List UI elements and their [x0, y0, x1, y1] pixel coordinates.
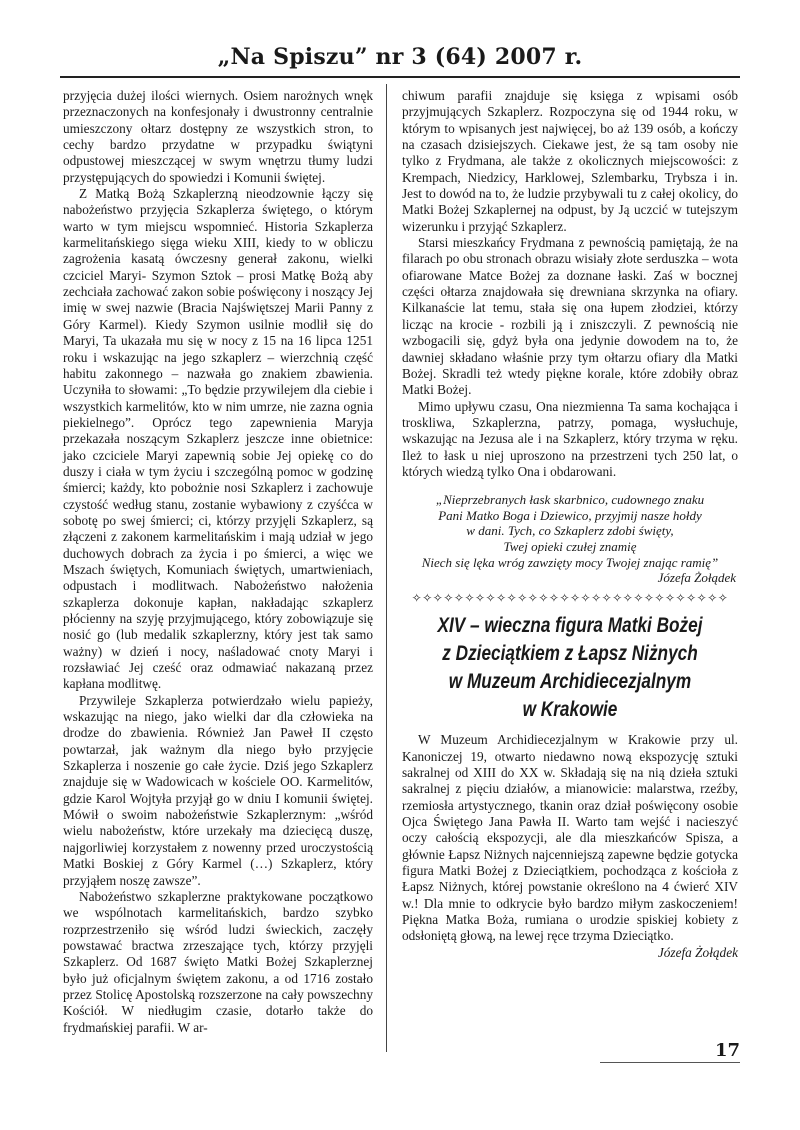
column-divider	[386, 84, 387, 1052]
section-title-line: z Dzieciątkiem z Łapsz Niżnych	[442, 642, 698, 666]
page-number: 17	[714, 1040, 740, 1061]
paragraph: Mimo upływu czasu, Ona niezmienna Ta sama kochająca i troskliwa, Szkaplerzna, patrzy, pomaga, wysłuchuje, wskazując na Jezusa ale i na Szkaplerz, który trzyma w ręku. Ileż to łask u niej uproszono na przestrzeni tych 250 lat, o których wiedzą tylko Ona i obdarowani.	[402, 398, 738, 479]
header-divider	[60, 76, 740, 78]
section-author: Józefa Żołądek	[657, 944, 738, 960]
page-header-title: „Na Spiszu” nr 3 (64) 2007 r.	[217, 44, 583, 70]
paragraph: przyjęcia dużej ilości wiernych. Osiem narożnych wnęk przeznaczonych na konfesjonały i dwustronny centralnie umieszczony ołtarz dostępny ze wszystkich stron, to cechy bardzo przydatne w przypadku świątyni odpustowej mieszczącej w swym wnętrzu tłumy ludzi przystępujących do spowiedzi i Komunii świętej.	[63, 88, 373, 185]
paragraph: chiwum parafii znajduje się księga z wpisami osób przyjmujących Szkaplerz. Rozpoczyna się od 1944 roku, w którym to wpisanych jest najwięcej, bo aż 139 osób, a kończy na czasach dzisiejszych. Ciekawe jest, że są tam osoby nie tylko z Frydmana, ale także z okolicznych miejscowości: z Krempach, Niedzicy, Harklowej, Szlembarku, Trybsza i in. Jest to dowód na to, że ludzie przybywali tu z całej okolicy, do Matki Bożej Szkaplernej na odpust, by Ją uczcić w tutejszym wizerunku i przyjąć Szkaplerz.	[402, 88, 738, 234]
ornament-divider: ✧✧✧✧✧✧✧✧✧✧✧✧✧✧✧✧✧✧✧✧✧✧✧✧✧✧✧✧✧✧	[411, 590, 729, 605]
section-title-line: XIV – wieczna figura Matki Bożej	[437, 614, 703, 638]
footer-rule	[600, 1062, 740, 1063]
paragraph: Z Matką Bożą Szkaplerzną nieodzownie łączy się nabożeństwo przyjęcia Szkaplerza świętego, o którym warto w tym miejscu wspomnieć. Historia Szkaplerza karmelitańskiego sięga wieku XIII, kiedy to w obliczu zagrożenia kasatą ówczesny generał zakonu, wielki czciciel Maryi- Szymon Sztok – prosi Matkę Bożą aby zechciała zachować zakon sobie poświęcony i noszący Jej imię w swej nazwie (Bracia Najświętszej Marii Panny z Góry Karmel). Kiedy Szymon usilnie modlił się do Maryi, Ta ukazała mu się w nocy z 15 na 16 lipca 1251 roku i wskazując na jego szkaplerz – wierzchnią część habitu zakonnego – nazwała go znakiem zbawienia. Uczyniła to słowami: „To będzie przywilejem dla ciebie i wszystkich karmelitów, kto w nim umrze, nie zazna ognia piekielnego”. Oprócz tego zapewnienia Maryja przekazała noszącym Szkaplerz jeszcze inne obietnice: jako czciciele Maryi zapewnią sobie Jej opiekę co do duszy i ciała w tym życiu i szczególną pomoc w godzinę śmierci; każdy, kto pobożnie nosi Szkaplerz i zachowuje czystość według stanu, zostanie wybawiony z czyśćca w sobotę po swej śmierci; ci, którzy przyjęli Szkaplerz, są złączeni z zakonem karmelitańskim i mają udział w jego duchowych dobrach za życia i po śmierci, a więc we Mszach świętych, Komuniach świętych, umartwieniach, odpustach i modlitwach. Nabożeństwo nałożenia szkaplerza dokonuje kapłan, nakładając szkaplerz płócienny na szyję przyjmującego, który zobowiązuje się nosić go (lub medalik szkaplerzny, który jest tak samo ważny) w dzień i nocy, naśladować cnoty Maryi i rozsławiać Jej cześć oraz odmawiać nakazaną przez kapłana modlitwę.	[63, 186, 373, 692]
poem-line: w dani. Tych, co Szkaplerz zdobi święty,	[466, 523, 674, 539]
paragraph: Nabożeństwo szkaplerzne praktykowane początkowo we wspólnotach karmelitańskich, bardzo szybko rozprzestrzeniło się wśród ludzi świeckich, zaczęły powstawać bractwa zrzeszające tych, którzy przyjęli Szkaplerz. Od 1687 święto Matki Bożej Szkaplerznej było już oficjalnym świętem zakonu, a od 1716 zostało przez Stolicę Apostolską rozszerzone na cały powszechny Kościół. W niedługim czasie, dotarło także do frydmańskiej parafii. W ar-	[63, 888, 373, 1035]
section-body: W Muzeum Archidiecezjalnym w Krakowie przy ul. Kanoniczej 19, otwarto niedawno nową ekspozycję sztuki sakralnej od XIII do XX w. Składają się na nią dzieła sztuki sakralnej z pięciu działów, a mianowicie: malarstwa, rzeźby, rzemiosła artystycznego, tkanin oraz dział poświęcony osobie Ojca Świętego Jana Pawła II. Warto tam wejść i nacieszyć oczy całością ekspozycji, ale dla mieszkańców Spisza, a głównie Łapsz Niżnych najcenniejszą zapewne będzie gotycka figura Matki Bożej z Dzieciątkiem, pochodząca z kościoła z Łapsz Niżnych, której powstanie określono na 4 ćwierć XIV w.! Dla mnie to odkrycie było bardzo miłym zaskoczeniem! Piękna Matka Boża, rumiana o urodzie spiskiej kobiety z odsłoniętą głową, na lewej ręce trzyma Dzieciątko.	[402, 732, 738, 944]
right-column	[402, 88, 738, 961]
poem-author: Józefa Żołądek	[657, 570, 736, 586]
poem-line: Niech się lęka wróg zawzięty mocy Twojej znając ramię”	[421, 554, 719, 570]
left-column	[63, 88, 373, 1036]
poem-line: Twej opieki czułej znamię	[503, 539, 637, 555]
section-title-line: w Muzeum Archidiecezjalnym	[448, 670, 692, 694]
poem-line: „Nieprzebranych łask skarbnico, cudownego znaku	[435, 492, 705, 508]
poem-line: Pani Matko Boga i Dziewico, przyjmij nasze hołdy	[438, 507, 702, 523]
paragraph: Przywileje Szkaplerza potwierdzało wielu papieży, wskazując na niego, jako wielki dar dla człowieka na drodze do zbawienia. Również Jan Paweł II często powtarzał, jak ważnym dla niego było przyjęcie Szkaplerza i noszenie go całe życie. Dziś jego Szkaplerz znajduje się w Wadowicach w kościele OO. Karmelitów, gdzie Karol Wojtyła przyjął go w dniu I komunii świętej. Mówił o swoim nabożeństwie Szkaplerznym: „wśród wielu nabożeństw, które urzekały ma dziecięcą duszę, najgorliwiej korzystałem z nowenny przed uroczystością Matki Boskiej z Góry Karmel (…) Szkaplerz, który przyjąłem noszę zawsze”.	[63, 692, 373, 888]
section-title	[432, 612, 708, 724]
paragraph: Starsi mieszkańcy Frydmana z pewnością pamiętają, że na filarach po obu stronach obrazu wisiały złote serduszka – wota ofiarowane Matce Bożej za doznane łaski. Zaś w bocznej części ołtarza znajdowała się drewniana skrzynka na ofiary. Kilkanaście lat temu, stała się ona łupem złodziei, którzy licząc na krocie - rozbili ją i zniszczyli. Z pewnością nie wzbogacili się, gdyż była ona jedynie dowodem na to, że dawniej składano właśnie przy tym ołtarzu ofiary dla Matki Bożej. Skradli też wtedy piękne korale, które zdobiły obraz Matki Bożej.	[402, 235, 738, 398]
poem-quote	[402, 492, 738, 586]
section-title-line: w Krakowie	[522, 698, 618, 722]
